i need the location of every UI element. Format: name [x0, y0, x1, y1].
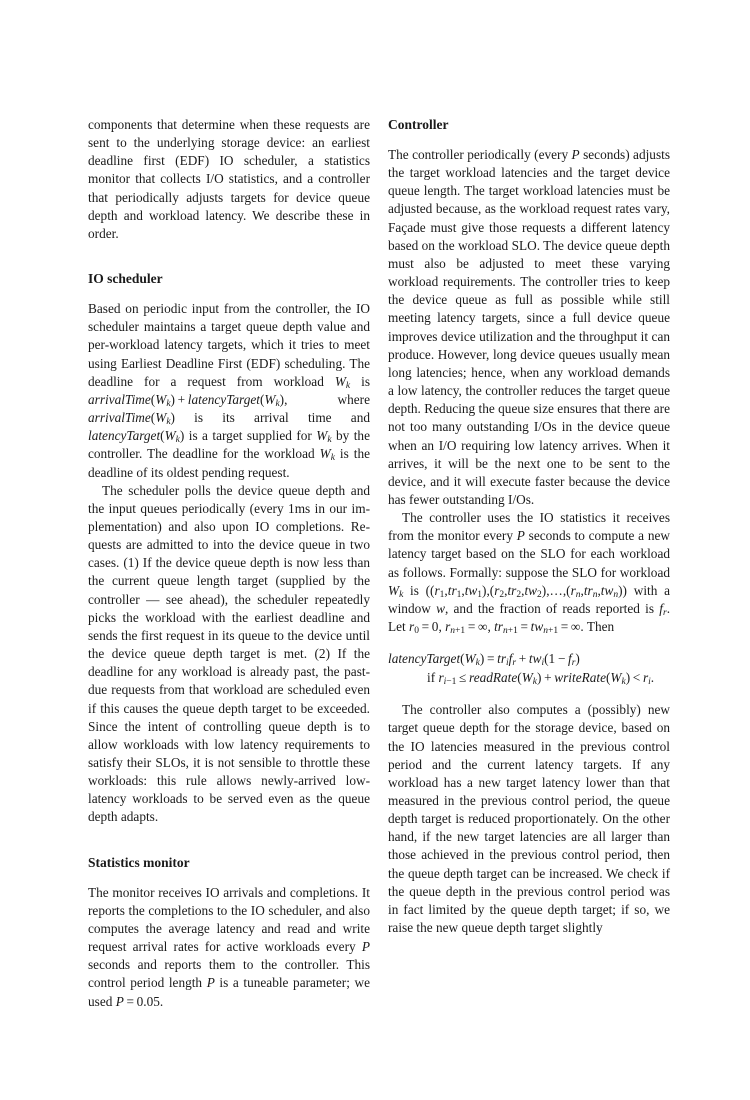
equation-line-2: if $r_{i-1}$ ≤ $readRate(W_k)$ + $writeRate(W_k) < r_i$. — [427, 669, 655, 687]
io-scheduler-paragraph-1: Based on periodic input from the controller, the IO scheduler maintains a target queue depth value and per-workload latency targets, which it tries to meet using Earliest Deadline First (EDF) scheduling. The deadline for a request from workload $W_k$ is $arrivalTime(W_k)$ + $latencyTarget(W_k)$, where $arrivalTime(W_k)$ is its arrival time and $latencyTarget(W_k)$ is a target supplied for $W_k$ by the controller. The deadline for the workload $W_k$ is the deadline of its oldest pending request. — [88, 301, 371, 480]
intro-paragraph: components that determine when these requests are sent to the underlying storage device: an earliest deadline first (EDF) IO scheduler, a statistics monitor that collects I/O statistics, and a controller that periodically adjusts targets for device queue depth and workload latency. We describe these in order. — [88, 117, 370, 241]
equation-line-1: $latencyTarget(W_k) = tr_if_r + tw_i(1 - f_r)$ — [388, 651, 580, 669]
io-scheduler-paragraph-2: The scheduler polls the device queue depth and the input queues periodically (every 1ms in our implementation) and also upon IO completions. Requests are admitted to into the device queue in two cases. (1) If the device queue depth is now less than the current queue length target (supplied by the controller — see ahead), the scheduler repeatedly picks the workload with the earliest deadline and sends the first request in its queue to the device until the device queue depth target is met. (2) If the deadline for any workload is already past, the past-due requests from that workload are scheduled even if this causes the queue depth target to be exceeded. Since the intent of controlling queue depth is to allow workloads with low latency requirements to satisfy their SLOs, it is not sensible to throttle these workloads: this rule allows newly-arrived low-latency workloads to be served even as the queue depth adapts. — [88, 482, 370, 825]
latency-target-equation — [388, 650, 670, 687]
left-column — [88, 116, 370, 1011]
io-scheduler-heading: IO scheduler — [88, 271, 163, 287]
controller-heading: Controller — [388, 117, 449, 132]
controller-paragraph-3: The controller also computes a (possibly) new target queue depth for the storage device, based on the IO latencies measured in the previous control period and the current latency targets. If any workload has a new target latency lower than that measured in the previous control period, the queue depth target is reduced proportionately. On the other hand, if the new target latencies are all larger than those achieved in the previous control period, then the queue depth target can be increased. We check if the queue depth in the previous control period was in fact limited by the queue depth target; if so, we raise the new queue depth target slightly — [388, 702, 670, 936]
controller-paragraph-1: The controller periodically (every P seconds) adjusts the target workload latencies and the target device queue length. The target workload latencies must be adjusted because, as the workload request rates vary, Façade must give those requests a different latency based on the workload SLO. The device queue depth must also be adjusted to meet these varying workload requirements. The controller tries to keep the device queue as full as possible while still meeting latency targets, since a full device queue improves device utilization and the throughput it can produce. However, long device queues usually mean long latencies; hence, when any workload demands a low latency, the controller reduces the target queue depth. Reducing the queue size ensures that there are not too many outstanding I/Os in the device queue when an I/O requiring low latency arrives. When it arrives, it will be the next one to be sent to the device, and it will execute faster because the device has fewer outstanding I/Os. — [388, 147, 670, 507]
statistics-monitor-paragraph: The monitor receives IO arrivals and completions. It reports the completions to the IO scheduler, and also computes the average latency and read and write request arrival rates for active workloads every P seconds and reports them to the controller. This control period length P is a tuneable parameter; we used P = 0.05. — [88, 884, 370, 1009]
right-column — [388, 116, 670, 937]
controller-paragraph-2: The controller uses the IO statistics it receives from the monitor every P seconds to compute a new latency target based on the SLO for each workload as follows. Formally: suppose the SLO for workload $W_k$ is $((r_1,tr_1,tw_1),(r_2,tr_2,tw_2),\dots,(r_n,tr_n,tw_n))$ with a window w, and the fraction of reads reported is $f_r$. Let $r_0 = 0$, $r_{n+1}$ = ∞, $tr_{n+1} = tw_{n+1}$ = ∞. Then — [388, 510, 671, 637]
statistics-monitor-heading: Statistics monitor — [88, 854, 190, 870]
